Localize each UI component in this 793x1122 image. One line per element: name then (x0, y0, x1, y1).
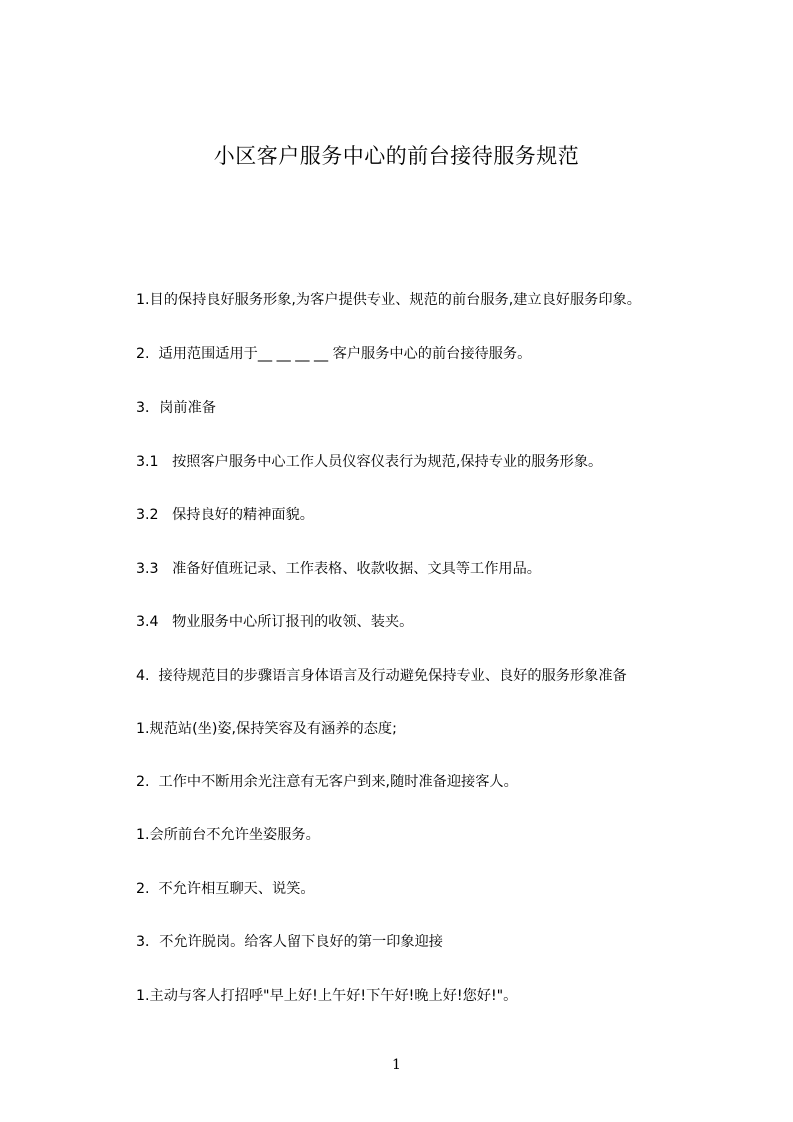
paragraph-pre-shift-heading: 3．岗前准备 (136, 400, 216, 416)
paragraph-no-chatting: 2. 不允许相互聊天、说笑。 (136, 881, 315, 897)
paragraph-3-2: 3.2 保持良好的精神面貌。 (136, 507, 314, 523)
paragraph-scope: 2. 适用范围适用于__ __ __ __ 客户服务中心的前台接待服务。 (136, 346, 532, 362)
paragraph-purpose: 1.目的保持良好服务形象,为客户提供专业、规范的前台服务,建立良好服务印象。 (136, 292, 641, 308)
paragraph-3-3: 3.3 准备好值班记录、工作表格、收款收据、文具等工作用品。 (136, 561, 541, 577)
paragraph-no-sitting: 1.会所前台不允许坐姿服务。 (136, 827, 320, 843)
paragraph-no-leaving-post: 3．不允许脱岗。给客人留下良好的第一印象迎接 (136, 934, 443, 950)
paragraph-posture: 1.规范站(坐)姿,保持笑容及有涵养的态度; (136, 721, 397, 737)
paragraph-watch-customers: 2. 工作中不断用余光注意有无客户到来,随时准备迎接客人。 (136, 774, 518, 790)
page-number: 1 (392, 1057, 401, 1073)
paragraph-greeting: 1.主动与客人打招呼"早上好!上午好!下午好!晚上好!您好!"。 (136, 988, 518, 1004)
paragraph-3-1: 3.1 按照客户服务中心工作人员仪容仪表行为规范,保持专业的服务形象。 (136, 454, 603, 470)
document-title: 小区客户服务中心的前台接待服务规范 (213, 144, 580, 168)
paragraph-reception-heading: 4. 接待规范目的步骤语言身体语言及行动避免保持专业、良好的服务形象准备 (136, 668, 627, 684)
paragraph-3-4: 3.4 物业服务中心所订报刊的收领、装夹。 (136, 614, 414, 630)
